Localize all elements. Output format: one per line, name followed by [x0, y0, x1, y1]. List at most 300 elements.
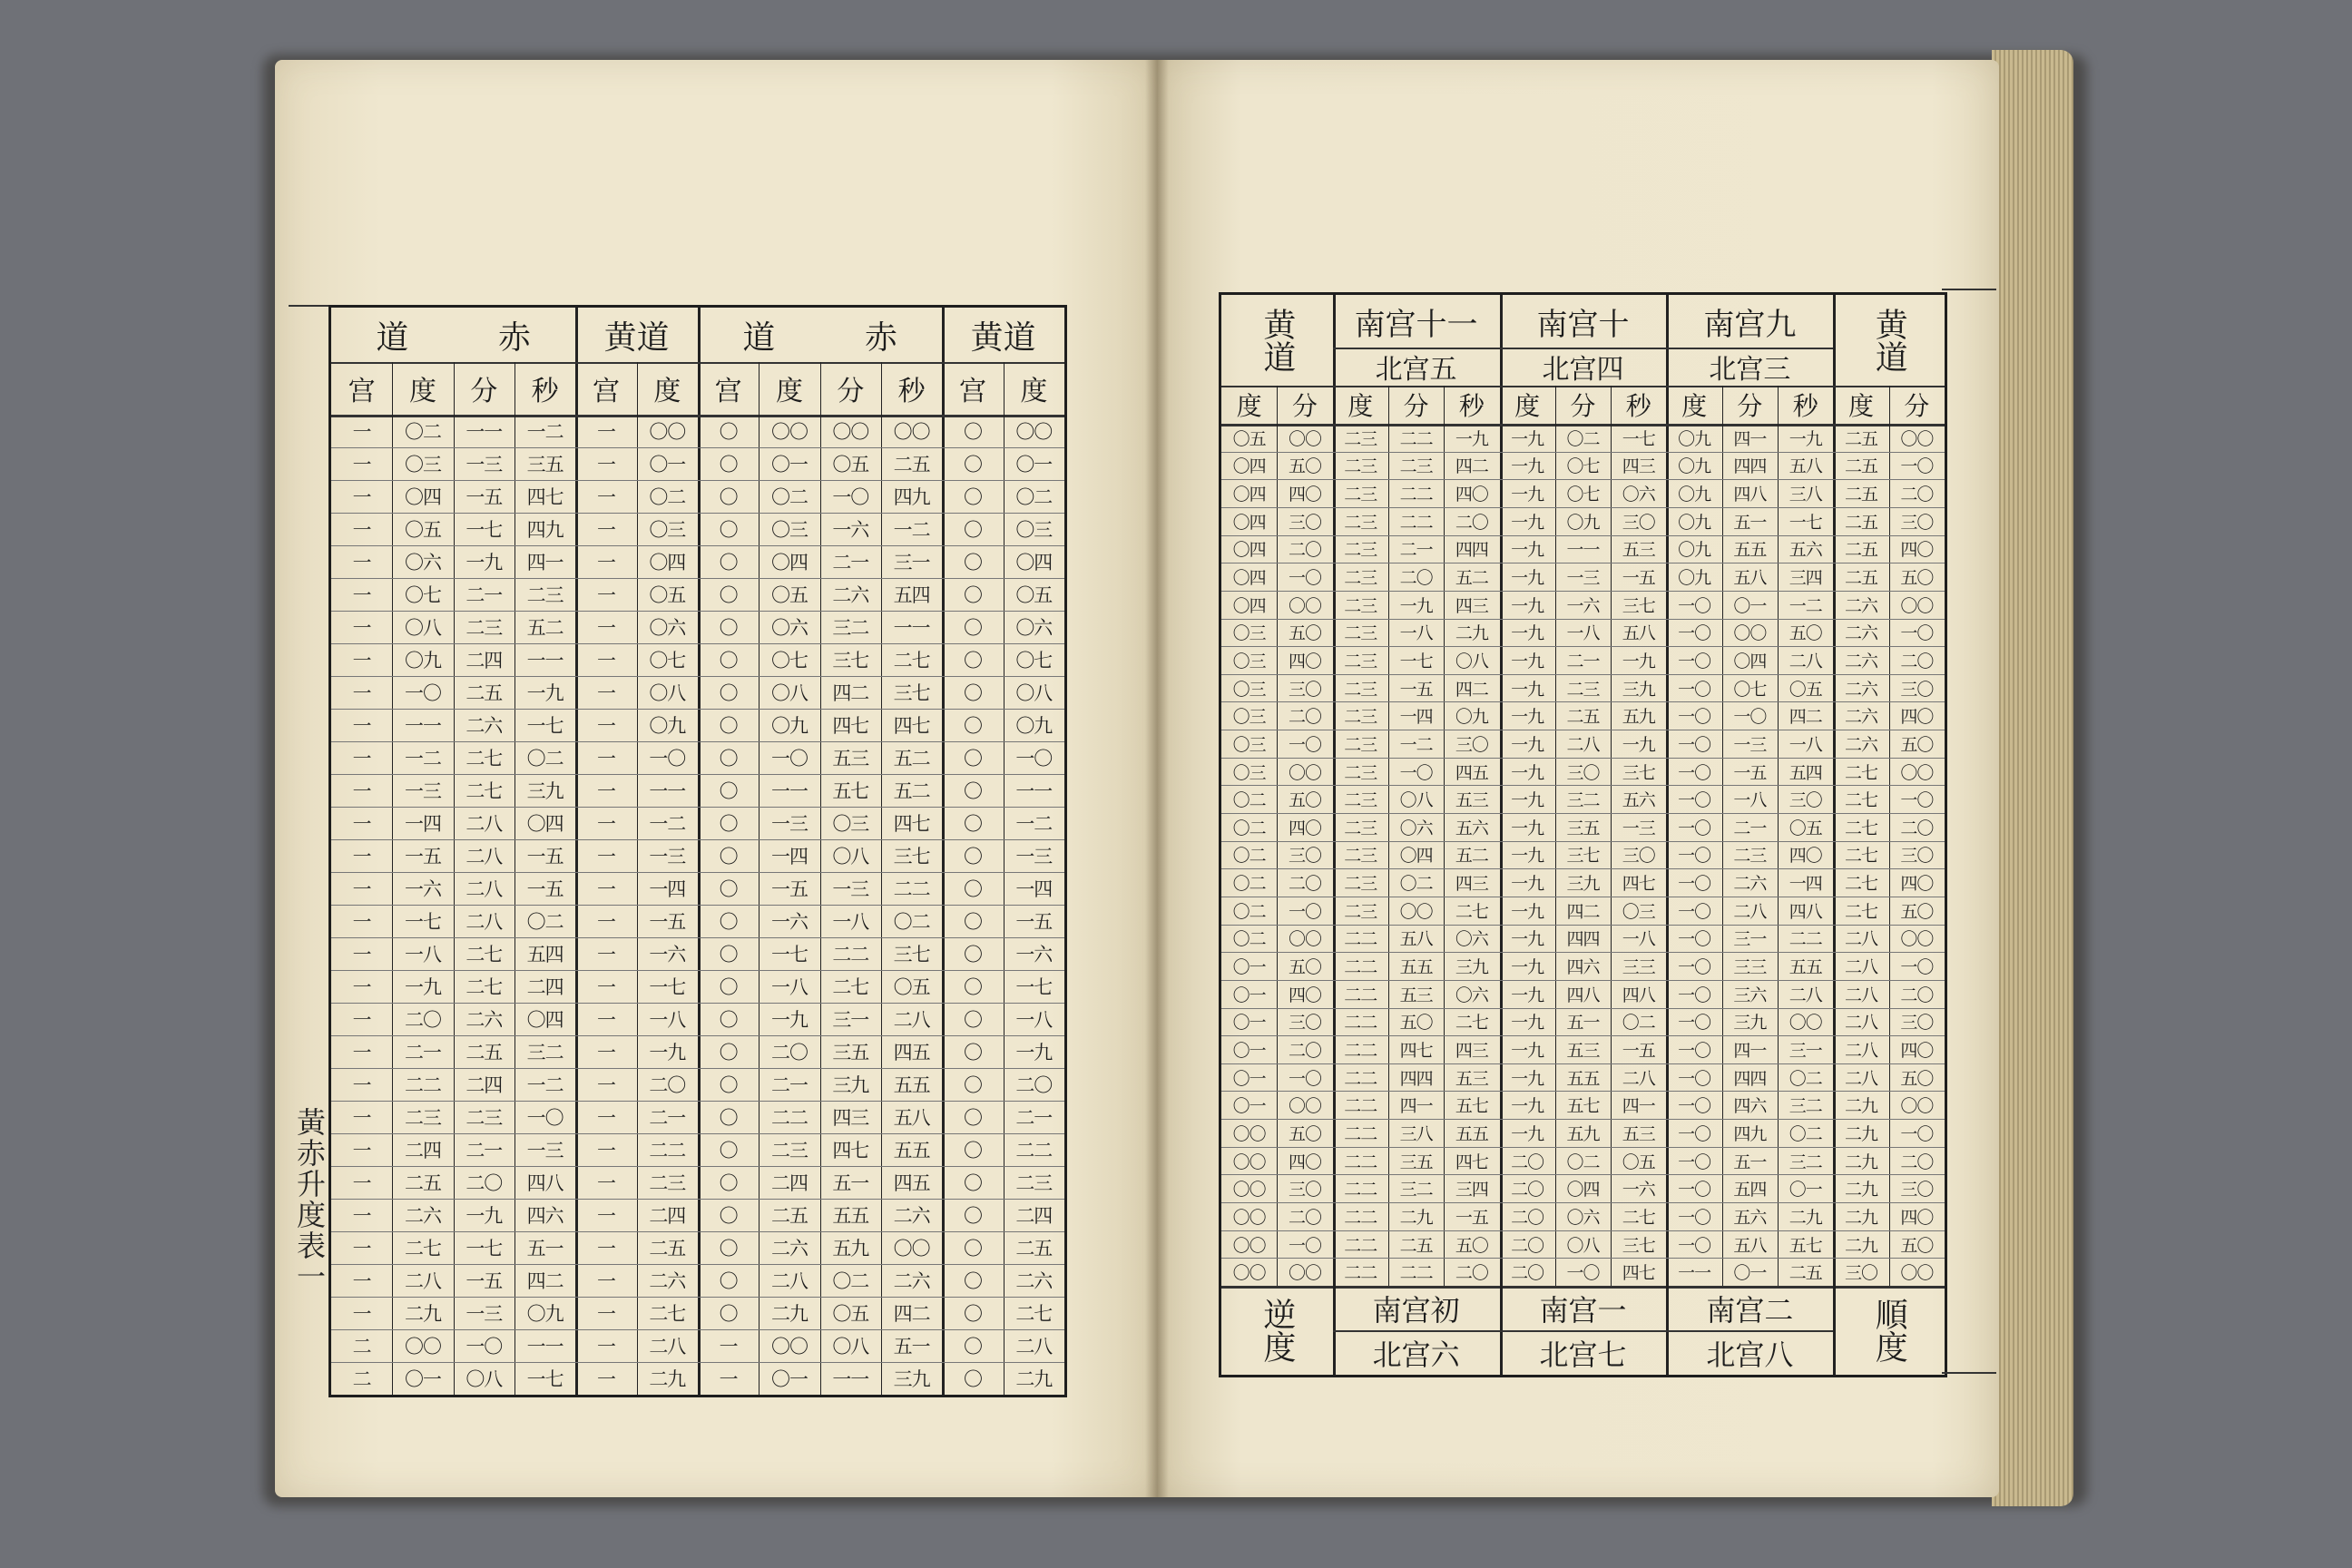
table-cell: 〇五 [1622, 1152, 1655, 1172]
table-cell: 一 [596, 1270, 615, 1292]
table-cell: 二四 [526, 976, 564, 998]
table-cell: 二五 [1845, 428, 1878, 449]
table-cell: 二五 [1845, 512, 1878, 533]
table-cell: 二五 [649, 1238, 686, 1259]
table-cell: 〇五 [404, 519, 441, 541]
table-cell: 五三 [1622, 540, 1655, 561]
table-cell: 五七 [832, 780, 869, 802]
table-cell: 〇七 [404, 584, 441, 606]
table-cell: 四一 [526, 552, 564, 573]
header-group-label: 赤 [864, 318, 897, 357]
table-cell: 五〇 [1900, 901, 1934, 922]
table-cell: 二〇 [1511, 1263, 1544, 1284]
table-cell: 一〇 [1733, 707, 1767, 728]
table-cell: 五〇 [1288, 456, 1321, 477]
table-cell: 五四 [1788, 762, 1822, 783]
table-cell: 二〇 [649, 1074, 686, 1096]
table-cell: 五〇 [1788, 623, 1822, 644]
table-cell: 二六 [649, 1270, 686, 1292]
table-cell: 〇二 [1788, 1068, 1822, 1089]
table-cell: 五二 [526, 617, 564, 639]
table-cell: 〇〇 [1900, 762, 1934, 783]
table-cell: 一二 [404, 748, 441, 769]
footer-label: 逆度 [1258, 1298, 1296, 1363]
table-cell: 一六 [1015, 944, 1053, 965]
table-cell: 〇〇 [1015, 421, 1053, 443]
table-cell: 一 [352, 780, 371, 802]
table-cell: 一 [596, 748, 615, 769]
table-cell: 一一 [1015, 780, 1053, 802]
table-cell: 四二 [1455, 456, 1488, 477]
table-cell: 二五 [1845, 456, 1878, 477]
table-cell: 一五 [1733, 762, 1767, 783]
table-cell: 二一 [1015, 1107, 1053, 1129]
table-cell: 〇 [719, 976, 738, 998]
table-cell: 一二 [1015, 813, 1053, 835]
table-cell: 一 [596, 650, 615, 671]
table-cell: 一五 [1455, 1207, 1488, 1228]
table-cell: 一九 [1511, 651, 1544, 671]
table-cell: 一三 [649, 846, 686, 867]
table-cell: 四〇 [1900, 540, 1934, 561]
table-cell: 五三 [1455, 1068, 1488, 1089]
table-cell: 〇 [719, 846, 738, 867]
table-cell: 三〇 [1288, 846, 1321, 867]
table-cell: 三七 [832, 650, 869, 671]
table-cell: 一 [352, 1172, 371, 1194]
table-cell: 五三 [1455, 790, 1488, 811]
table-cell: 二九 [1455, 623, 1488, 644]
table-cell: 一五 [770, 878, 808, 900]
table-cell: 五〇 [1399, 1013, 1433, 1034]
table-cell: 五三 [1566, 1041, 1600, 1061]
fold-mark-bottom [1942, 1372, 1996, 1374]
corner-label: 黄道 [1258, 308, 1296, 373]
footer-group-bottom: 北宫六 [1372, 1337, 1460, 1372]
table-cell: 二九 [1399, 1207, 1433, 1228]
table-cell: 五六 [1455, 818, 1488, 838]
row-divider [331, 447, 1064, 448]
table-cell: 〇三 [1232, 651, 1266, 671]
table-cell: 二八 [1788, 651, 1822, 671]
table-cell: 四四 [1455, 540, 1488, 561]
table-cell: 二七 [1845, 762, 1878, 783]
table-cell: 四七 [1622, 874, 1655, 895]
table-cell: 〇四 [1015, 552, 1053, 573]
table-cell: 二一 [649, 1107, 686, 1129]
table-cell: 二三 [1344, 901, 1377, 922]
table-cell: 〇三 [770, 519, 808, 541]
table-cell: 二二 [1399, 428, 1433, 449]
left-conversion-table [328, 305, 1067, 1397]
header-group-label: 赤 [497, 318, 531, 357]
table-cell: 一 [596, 1238, 615, 1259]
table-cell: 三九 [1733, 1013, 1767, 1034]
row-divider [1221, 1147, 1945, 1148]
row-divider [331, 1166, 1064, 1167]
table-cell: 二二 [770, 1107, 808, 1129]
table-cell: 〇 [963, 878, 982, 900]
row-divider [331, 1133, 1064, 1134]
column-header: 分 [1291, 391, 1318, 421]
table-cell: 一三 [1566, 568, 1600, 589]
table-cell: 〇三 [1015, 519, 1053, 541]
table-cell: 〇 [719, 780, 738, 802]
table-cell: 二七 [1845, 901, 1878, 922]
table-cell: 二八 [770, 1270, 808, 1292]
table-cell: 五六 [1733, 1207, 1767, 1228]
table-cell: 〇〇 [1288, 595, 1321, 616]
row-divider [1221, 1174, 1945, 1175]
table-cell: 四七 [893, 715, 930, 737]
table-cell: 〇二 [1232, 846, 1266, 867]
row-divider [331, 676, 1064, 677]
table-cell: 〇 [963, 1107, 982, 1129]
table-cell: 四八 [1788, 901, 1822, 922]
table-cell: 二〇 [1511, 1235, 1544, 1256]
table-cell: 一八 [1015, 1009, 1053, 1031]
table-cell: 二二 [1399, 512, 1433, 533]
table-cell: 二七 [466, 976, 503, 998]
table-cell: 〇二 [1232, 874, 1266, 895]
table-cell: 二三 [466, 1107, 503, 1129]
table-cell: 一〇 [1015, 748, 1053, 769]
table-cell: 五七 [1455, 1096, 1488, 1117]
table-cell: 〇三 [1232, 623, 1266, 644]
table-cell: 〇 [963, 1205, 982, 1227]
table-cell: 一八 [1622, 929, 1655, 950]
table-cell: 二〇 [1455, 512, 1488, 533]
table-cell: 五九 [1622, 707, 1655, 728]
table-cell: 〇 [963, 846, 982, 867]
table-cell: 二〇 [1288, 874, 1321, 895]
table-cell: 一 [596, 911, 615, 933]
table-cell: 一 [352, 748, 371, 769]
table-cell: 二〇 [1288, 540, 1321, 561]
table-cell: 〇六 [1015, 617, 1053, 639]
table-cell: 二三 [1344, 428, 1377, 449]
table-cell: 一九 [1511, 790, 1544, 811]
table-cell: 一 [352, 813, 371, 835]
table-cell: 〇 [719, 486, 738, 508]
table-cell: 〇四 [1232, 540, 1266, 561]
table-cell: 四〇 [1900, 1207, 1934, 1228]
table-cell: 三五 [1566, 818, 1600, 838]
table-cell: 一 [596, 421, 615, 443]
header-rule [1333, 348, 1834, 349]
table-cell: 一三 [466, 1303, 503, 1325]
table-cell: 一二 [893, 519, 930, 541]
row-divider [1221, 535, 1945, 536]
table-cell: 一九 [466, 1205, 503, 1227]
row-divider [1221, 868, 1945, 869]
table-cell: 二三 [1344, 512, 1377, 533]
table-cell: 一 [352, 454, 371, 475]
table-cell: 一四 [649, 878, 686, 900]
table-cell: 一二 [1788, 595, 1822, 616]
column-header: 度 [1514, 391, 1541, 421]
table-cell: 〇四 [1232, 485, 1266, 505]
table-cell: 一 [352, 617, 371, 639]
column-header: 度 [1020, 376, 1048, 407]
table-cell: 一〇 [1288, 1235, 1321, 1256]
table-cell: 〇 [719, 421, 738, 443]
row-divider [331, 872, 1064, 873]
table-cell: 〇六 [1622, 485, 1655, 505]
table-cell: 一七 [466, 1238, 503, 1259]
table-cell: 一九 [466, 552, 503, 573]
table-cell: 〇四 [1399, 846, 1433, 867]
table-cell: 二一 [1399, 540, 1433, 561]
table-cell: 二五 [770, 1205, 808, 1227]
table-cell: 二一 [404, 1042, 441, 1063]
row-divider [331, 1068, 1064, 1069]
table-cell: 〇〇 [1288, 929, 1321, 950]
table-cell: 一九 [1511, 485, 1544, 505]
table-cell: 二三 [1344, 790, 1377, 811]
table-cell: 三七 [1622, 762, 1655, 783]
table-cell: 一〇 [1678, 1235, 1711, 1256]
table-cell: 三九 [893, 1368, 930, 1390]
table-cell: 〇一 [1788, 1180, 1822, 1200]
table-cell: 〇〇 [649, 421, 686, 443]
table-cell: 一〇 [1900, 790, 1934, 811]
table-cell: 一 [719, 1336, 738, 1357]
table-cell: 三五 [832, 1042, 869, 1063]
table-cell: 〇 [719, 454, 738, 475]
table-cell: 〇〇 [1288, 1096, 1321, 1117]
table-cell: 三九 [526, 780, 564, 802]
table-cell: 〇八 [1015, 682, 1053, 704]
table-cell: 〇〇 [1788, 1013, 1822, 1034]
table-cell: 〇二 [1232, 790, 1266, 811]
table-cell: 一九 [1511, 1013, 1544, 1034]
table-cell: 〇二 [1232, 818, 1266, 838]
table-cell: 四三 [1455, 595, 1488, 616]
column-header: 秒 [531, 376, 559, 407]
table-cell: 二八 [1733, 901, 1767, 922]
table-cell: 一 [596, 682, 615, 704]
table-cell: 〇一 [649, 454, 686, 475]
table-cell: 一九 [1455, 428, 1488, 449]
table-cell: 〇 [719, 682, 738, 704]
table-cell: 二三 [1344, 623, 1377, 644]
table-cell: 〇二 [404, 421, 441, 443]
table-cell: 四七 [1399, 1041, 1433, 1061]
table-cell: 一九 [1015, 1042, 1053, 1063]
table-cell: 三二 [1566, 790, 1600, 811]
table-cell: 一 [596, 1042, 615, 1063]
table-cell: 一〇 [832, 486, 869, 508]
table-cell: 二六 [404, 1205, 441, 1227]
table-cell: 一四 [404, 813, 441, 835]
table-cell: 五七 [1566, 1096, 1600, 1117]
table-cell: 三一 [1733, 929, 1767, 950]
table-cell: 〇 [719, 715, 738, 737]
table-cell: 一六 [1566, 595, 1600, 616]
table-cell: 〇二 [832, 1270, 869, 1292]
table-cell: 〇〇 [1900, 595, 1934, 616]
table-cell: 〇 [719, 617, 738, 639]
table-cell: 〇六 [404, 552, 441, 573]
table-cell: 一二 [1399, 734, 1433, 755]
row-divider [1221, 925, 1945, 926]
table-cell: 〇三 [1232, 707, 1266, 728]
table-cell: 一九 [1511, 929, 1544, 950]
table-cell: 一八 [404, 944, 441, 965]
table-cell: 一〇 [1678, 595, 1711, 616]
row-divider [1221, 1258, 1945, 1259]
table-cell: 一〇 [1678, 1152, 1711, 1172]
table-cell: 一 [352, 1238, 371, 1259]
table-cell: 一九 [1511, 568, 1544, 589]
table-cell: 一 [352, 1303, 371, 1325]
table-cell: 二三 [526, 584, 564, 606]
table-cell: 二三 [1344, 679, 1377, 700]
table-cell: 一 [352, 976, 371, 998]
table-cell: 一二 [526, 421, 564, 443]
table-cell: 〇 [963, 486, 982, 508]
table-cell: 〇七 [649, 650, 686, 671]
table-cell: 二〇 [1399, 568, 1433, 589]
table-cell: 一 [352, 421, 371, 443]
table-cell: 三〇 [1288, 679, 1321, 700]
table-cell: 一 [352, 682, 371, 704]
table-cell: 二五 [1566, 707, 1600, 728]
table-cell: 一九 [1622, 651, 1655, 671]
table-cell: 〇八 [832, 846, 869, 867]
table-cell: 一九 [1511, 818, 1544, 838]
table-cell: 一五 [1622, 1041, 1655, 1061]
table-cell: 三五 [526, 454, 564, 475]
table-cell: 二三 [1344, 874, 1377, 895]
table-cell: 二九 [770, 1303, 808, 1325]
table-cell: 二〇 [1511, 1180, 1544, 1200]
corner-label: 黄道 [1870, 308, 1908, 373]
table-cell: 二六 [1015, 1270, 1053, 1292]
table-cell: 一一 [832, 1368, 869, 1390]
table-cell: 一 [352, 715, 371, 737]
table-cell: 一〇 [1678, 734, 1711, 755]
table-cell: 三八 [1788, 485, 1822, 505]
table-cell: 一六 [649, 944, 686, 965]
footer-group-top: 南宫初 [1372, 1292, 1460, 1328]
table-cell: 一 [352, 1042, 371, 1063]
table-cell: 五一 [526, 1238, 564, 1259]
table-cell: 二九 [1845, 1123, 1878, 1144]
table-cell: 一 [352, 1270, 371, 1292]
table-cell: 〇 [963, 1140, 982, 1161]
table-cell: 一三 [1622, 818, 1655, 838]
table-cell: 四二 [526, 1270, 564, 1292]
table-cell: 一 [352, 944, 371, 965]
table-cell: 二七 [1455, 1013, 1488, 1034]
table-cell: 三〇 [1455, 734, 1488, 755]
table-cell: 一一 [649, 780, 686, 802]
table-cell: 〇 [963, 519, 982, 541]
table-cell: 一三 [1015, 846, 1053, 867]
table-cell: 四四 [1733, 456, 1767, 477]
table-cell: 一八 [1788, 734, 1822, 755]
table-cell: 一九 [1511, 1041, 1544, 1061]
table-cell: 一四 [1399, 707, 1433, 728]
table-cell: 一〇 [1288, 1068, 1321, 1089]
table-cell: 二八 [649, 1336, 686, 1357]
table-cell: 五四 [526, 944, 564, 965]
row-divider [331, 643, 1064, 644]
table-cell: 二〇 [466, 1172, 503, 1194]
column-header: 度 [408, 376, 436, 407]
table-cell: 一五 [1399, 679, 1433, 700]
table-cell: 〇〇 [893, 1238, 930, 1259]
table-cell: 一七 [1622, 428, 1655, 449]
table-cell: 〇五 [893, 976, 930, 998]
table-cell: 一 [596, 976, 615, 998]
table-cell: 一 [352, 650, 371, 671]
table-cell: 一五 [404, 846, 441, 867]
table-cell: 〇〇 [1288, 428, 1321, 449]
book-page-edges [1992, 50, 2073, 1506]
table-cell: 〇九 [1678, 485, 1711, 505]
table-cell: 二二 [1344, 1207, 1377, 1228]
table-cell: 三九 [1455, 957, 1488, 978]
row-divider [331, 937, 1064, 938]
table-cell: 三九 [1566, 874, 1600, 895]
table-cell: 〇〇 [1733, 623, 1767, 644]
table-cell: 二一 [466, 584, 503, 606]
table-cell: 〇五 [1788, 818, 1822, 838]
row-divider [331, 545, 1064, 546]
table-cell: 二五 [466, 682, 503, 704]
table-cell: 四五 [1455, 762, 1488, 783]
table-cell: 五五 [1788, 957, 1822, 978]
table-cell: 一 [596, 454, 615, 475]
table-cell: 一〇 [1900, 456, 1934, 477]
table-cell: 〇五 [1788, 679, 1822, 700]
table-cell: 〇〇 [1232, 1123, 1266, 1144]
table-cell: 〇〇 [404, 1336, 441, 1357]
row-divider [331, 1297, 1064, 1298]
group-head-top: 南宫十 [1536, 306, 1630, 343]
table-cell: 〇三 [832, 813, 869, 835]
table-cell: 一一 [1566, 540, 1600, 561]
table-cell: 〇〇 [1288, 1263, 1321, 1284]
table-cell: 三〇 [1622, 512, 1655, 533]
table-cell: 〇一 [1232, 1013, 1266, 1034]
table-cell: 一八 [832, 911, 869, 933]
table-cell: 一四 [770, 846, 808, 867]
fold-mark-left [289, 305, 328, 307]
table-cell: 五一 [1733, 1152, 1767, 1172]
table-cell: 〇 [719, 1042, 738, 1063]
footer-group-top: 南宫一 [1539, 1292, 1627, 1328]
table-cell: 〇六 [1455, 985, 1488, 1005]
table-cell: 一九 [1511, 707, 1544, 728]
table-cell: 三九 [1622, 679, 1655, 700]
table-cell: 一〇 [1678, 1096, 1711, 1117]
table-cell: 二〇 [1900, 651, 1934, 671]
table-cell: 一八 [770, 976, 808, 998]
table-cell: 〇九 [1566, 512, 1600, 533]
table-cell: 〇〇 [1232, 1180, 1266, 1200]
table-cell: 二二 [1344, 1152, 1377, 1172]
table-cell: 三五 [1399, 1152, 1433, 1172]
table-cell: 〇三 [1232, 679, 1266, 700]
table-cell: 一五 [1015, 911, 1053, 933]
table-cell: 五二 [893, 780, 930, 802]
table-cell: 二三 [770, 1140, 808, 1161]
table-cell: 五五 [893, 1074, 930, 1096]
